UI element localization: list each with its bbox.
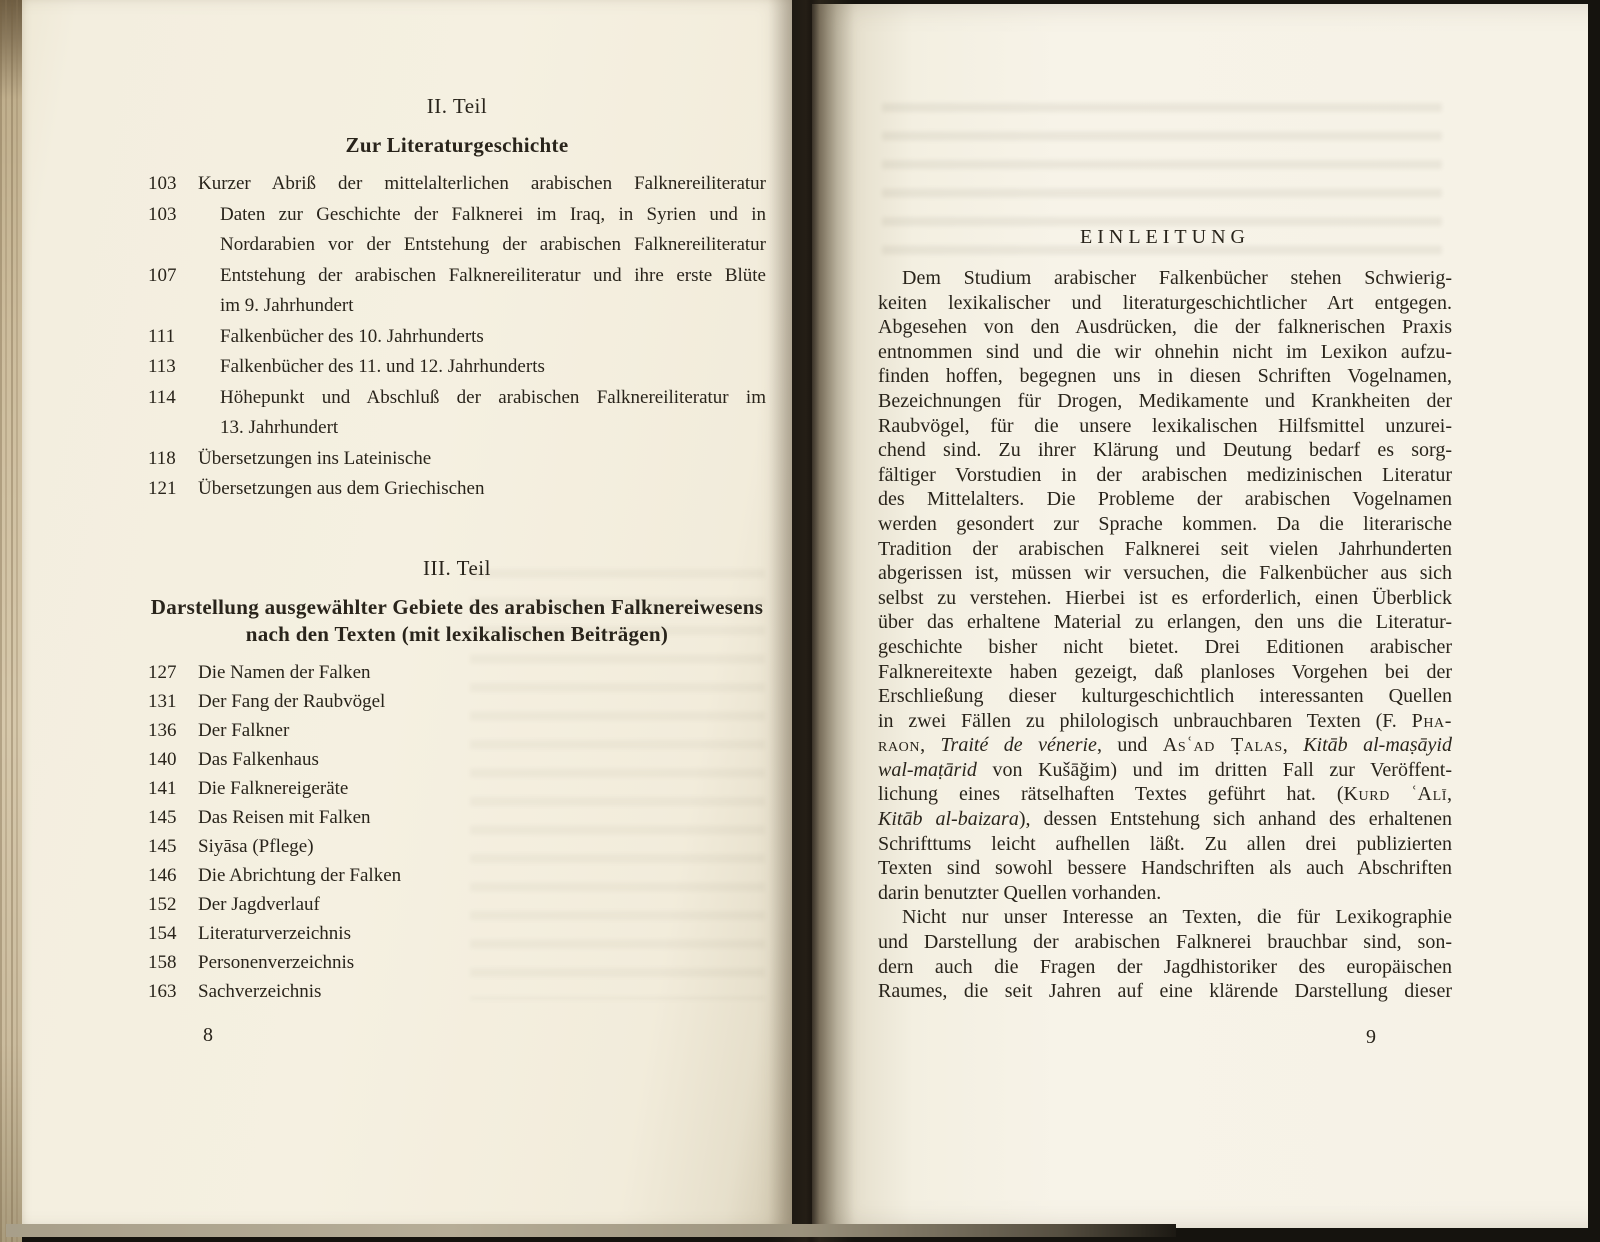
text-line: Literaturverzeichnis — [198, 923, 351, 944]
text-line: Falkenbücher des 11. und 12. Jahrhunderts — [220, 356, 545, 377]
text-line: des Mittelalters. Die Probleme der arabischen Vogelnamen — [878, 488, 1452, 511]
text-line: Dem Studium arabischer Falkenbücher stehen Schwierig- — [902, 267, 1452, 289]
text-line: werden gesondert zur Sprache kommen. Da die literarische — [878, 512, 1452, 535]
toc-entry — [148, 745, 766, 774]
text-line: 13. Jahrhundert — [220, 417, 339, 438]
text-line: chend sind. Zu ihrer Klärung und Deutung bedarf es sorg- — [878, 439, 1452, 462]
text-line: Raubvögel, für die unsere lexikalischen Hilfsmittel unzurei- — [878, 414, 1452, 437]
toc-page-number: 163 — [148, 981, 177, 1002]
toc-page-number: 145 — [148, 807, 177, 828]
toc-entry-text — [182, 261, 766, 322]
toc-entry-text — [182, 803, 766, 832]
text-line: fältiger Vorstudien in der arabischen medizinischen Literatur — [878, 463, 1452, 486]
toc-page-number: 111 — [148, 325, 176, 347]
text-line: Entstehung der arabischen Falknereiliteratur und ihre erste Blüte — [220, 264, 766, 286]
text-line: finden hoffen, begegnen uns in diesen Schriften Vogelnamen, — [878, 365, 1452, 388]
text-line: Erschließung dieser kulturgeschichtlich interessanten Quellen — [878, 685, 1452, 708]
toc-entry-text — [182, 687, 766, 716]
toc-page-number: 103 — [148, 203, 177, 225]
toc-entry-text — [182, 861, 766, 890]
toc-entry-text — [182, 200, 766, 261]
text-line: Übersetzungen ins Lateinische — [198, 447, 432, 469]
text-line: darin benutzter Quellen vorhanden. — [878, 881, 1162, 904]
toc-entry — [148, 716, 766, 745]
text-line: und Darstellung der arabischen Falknerei brauchbar sind, son- — [878, 931, 1452, 954]
text-line: Der Jagdverlauf — [198, 894, 320, 915]
text-line: Bezeichnungen für Drogen, Medikamente und Krankheiten der — [878, 389, 1452, 412]
text-line: lichung eines rätselhaften Textes geführt hat. (Kurd ʿAlī, — [878, 783, 1452, 806]
bottom-page-edges — [6, 1224, 1176, 1237]
toc-entry-text — [182, 169, 766, 200]
toc-entry-text — [182, 948, 766, 977]
toc-page-number: 114 — [148, 386, 176, 408]
toc-page-number: 145 — [148, 836, 177, 857]
text-line: dern auch die Fragen der Jagdhistoriker des europäischen — [878, 955, 1452, 978]
toc-page-number: 140 — [148, 749, 177, 770]
text-line: Texten sind sowohl bessere Handschriften als auch Abschriften — [878, 857, 1452, 880]
part3-kicker: III. Teil — [423, 556, 491, 580]
fore-edge-pages — [0, 0, 22, 1242]
toc-entry — [148, 658, 766, 687]
text-line: Das Reisen mit Falken — [198, 807, 371, 828]
text-line: geschichte bisher nicht bietet. Drei Editionen arabischer — [878, 635, 1452, 658]
right-page — [812, 4, 1588, 1228]
toc-entry-text — [182, 383, 766, 444]
text-line: Höhepunkt und Abschluß der arabischen Falknereiliteratur im — [220, 386, 766, 408]
text-line: Nicht nur unser Interesse an Texten, die für Lexikographie — [902, 906, 1452, 929]
toc-entry — [148, 832, 766, 861]
text-line: Raumes, die seit Jahren auf eine klärende Darstellung dieser — [878, 980, 1452, 1003]
left-page — [20, 0, 792, 1226]
toc-entry — [148, 200, 766, 261]
toc-entry-text — [182, 832, 766, 861]
text-line: Siyāsa (Pflege) — [198, 836, 314, 857]
part3-title-line: Darstellung ausgewählter Gebiete des arabischen Falknereiwesens — [150, 595, 764, 619]
toc-entry-text — [182, 352, 766, 383]
text-line: selbst zu verstehen. Hierbei ist es erforderlich, einen Überblick — [878, 586, 1452, 609]
text-line: Daten zur Geschichte der Falknerei im Iraq, in Syrien und in — [220, 203, 766, 225]
page-number-left: 8 — [203, 1024, 213, 1046]
toc-page-number: 118 — [148, 447, 176, 469]
toc-entry — [148, 948, 766, 977]
toc-entry-text — [182, 745, 766, 774]
text-line: Kitāb al-baizara), dessen Entstehung sich anhand des erhaltenen — [878, 808, 1452, 831]
text-line: Schrifttums leicht aufhellen läßt. Zu allen drei publizierten — [878, 832, 1452, 855]
text-line: Abgesehen von den Ausdrücken, die der falknerischen Praxis — [878, 316, 1452, 339]
toc-entry-text — [182, 774, 766, 803]
text-line: Das Falkenhaus — [198, 749, 319, 770]
toc-entry-text — [182, 919, 766, 948]
toc-entry-text — [182, 444, 766, 475]
toc-page-number: 131 — [148, 691, 177, 712]
text-line: über das erhaltene Material zu erlangen, den uns die Literatur- — [878, 611, 1452, 634]
toc-page-number: 103 — [148, 173, 177, 194]
toc-entry — [148, 890, 766, 919]
text-line: keiten lexikalischer und literaturgeschichtlicher Art entgegen. — [878, 291, 1452, 314]
text-line: Die Abrichtung der Falken — [198, 865, 402, 886]
toc-entry-text — [182, 716, 766, 745]
text-line: Falkenbücher des 10. Jahrhunderts — [220, 325, 484, 347]
text-line: Tradition der arabischen Falknerei seit vielen Jahrhunderten — [878, 537, 1452, 560]
text-line: Der Falkner — [198, 720, 290, 741]
toc-entry — [148, 444, 766, 475]
toc-page-number: 141 — [148, 778, 177, 799]
text-line: Kurzer Abriß der mittelalterlichen arabischen Falknereiliteratur — [198, 173, 766, 194]
part2-kicker: II. Teil — [426, 94, 488, 118]
text-line: wal-maṭārid von Kušāğim) und im dritten Fall zur Veröffent- — [878, 758, 1452, 781]
part3-title-line: nach den Texten (mit lexikalischen Beiträgen) — [245, 622, 669, 646]
toc-entry-text — [182, 474, 766, 505]
chapter-heading: EINLEITUNG — [1080, 226, 1250, 248]
text-line: Nordarabien vor der Entstehung der arabischen Falknereiliteratur — [220, 234, 766, 255]
text-line: Die Namen der Falken — [198, 662, 371, 683]
toc-entry-text — [182, 890, 766, 919]
toc-entry — [148, 977, 766, 1006]
toc-part3 — [148, 658, 766, 1006]
toc-entry-text — [182, 658, 766, 687]
toc-entry — [148, 919, 766, 948]
text-line: abgerissen ist, müssen wir versuchen, die Falkenbücher aus sich — [878, 562, 1452, 585]
text-line: in zwei Fällen zu philologisch unbrauchbaren Texten (F. Pha- — [878, 709, 1452, 732]
toc-entry — [148, 261, 766, 322]
toc-page-number: 146 — [148, 865, 177, 886]
toc-page-number: 136 — [148, 720, 177, 741]
toc-entry — [148, 322, 766, 353]
toc-entry — [148, 803, 766, 832]
toc-entry — [148, 861, 766, 890]
text-line: Personenverzeichnis — [198, 952, 355, 973]
toc-page-number: 152 — [148, 894, 177, 915]
part2-title: Zur Literaturgeschichte — [345, 133, 569, 157]
toc-entry — [148, 169, 766, 200]
part3-title — [148, 594, 766, 648]
toc-entry — [148, 474, 766, 505]
text-line: Übersetzungen aus dem Griechischen — [198, 478, 485, 499]
toc-entry-text — [182, 977, 766, 1006]
toc-entry-text — [182, 322, 766, 353]
text-line: Sachverzeichnis — [198, 981, 322, 1002]
text-line: Der Fang der Raubvögel — [198, 691, 386, 712]
text-line: entnommen sind und die wir ohnehin nicht im Lexikon aufzu- — [878, 340, 1452, 363]
text-line: raon, Traité de vénerie, und Asʿad Ṭalas, Kitāb al-maṣāyid — [878, 734, 1452, 757]
toc-part2 — [148, 169, 766, 505]
toc-page-number: 127 — [148, 662, 177, 683]
toc-page-number: 154 — [148, 923, 177, 944]
toc-entry — [148, 774, 766, 803]
toc-page-number: 121 — [148, 478, 177, 499]
introduction-text — [878, 266, 1452, 1004]
text-line: Falknereitexte haben gezeigt, daß planloses Vorgehen bei der — [878, 660, 1452, 683]
toc-page-number: 113 — [148, 356, 176, 377]
toc-entry — [148, 383, 766, 444]
toc-page-number: 107 — [148, 264, 177, 286]
text-line: im 9. Jahrhundert — [220, 295, 354, 316]
page-number-right: 9 — [1366, 1026, 1376, 1048]
toc-entry — [148, 687, 766, 716]
toc-entry — [148, 352, 766, 383]
text-line: Die Falknereigeräte — [198, 778, 349, 799]
toc-page-number: 158 — [148, 952, 177, 973]
